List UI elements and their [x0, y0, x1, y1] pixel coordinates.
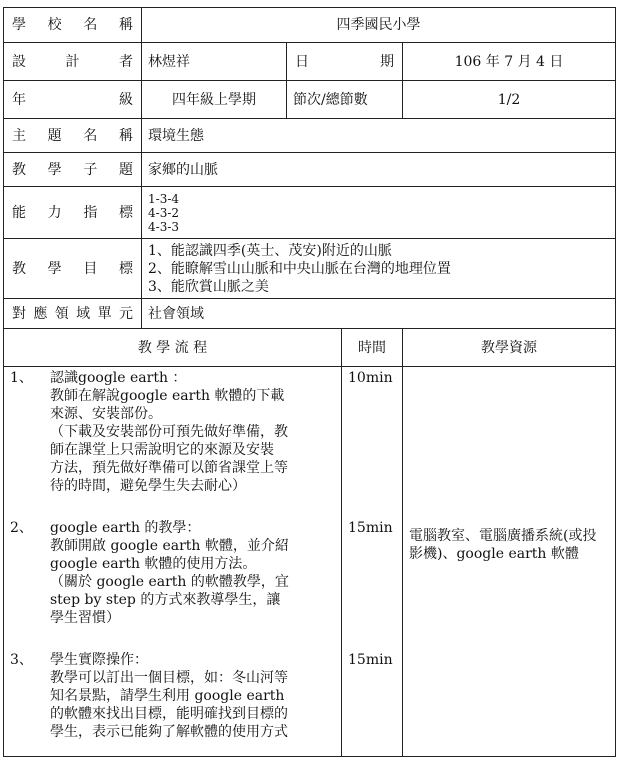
step-line: （關於 google earth 的軟體教學，宜: [50, 574, 289, 590]
step-time: 10min: [348, 370, 393, 386]
date-value: 106 年 7 月 4 日: [403, 43, 616, 81]
theme-value: 環境生態: [142, 119, 616, 153]
flow-header-process: 教 學 流 程: [4, 329, 342, 367]
theme-label: 主 題 名 稱: [4, 119, 142, 153]
step-title: 認識google earth ：: [50, 370, 187, 386]
goal-item: 1、能認識四季(英士、茂安)附近的山脈: [148, 242, 392, 259]
goal-item: 2、能瞭解雪山山脈和中央山脈在台灣的地理位置: [148, 260, 451, 277]
goal-item: 3、能欣賞山脈之美: [148, 278, 269, 295]
flow-header-resource: 教學資源: [403, 329, 616, 367]
grade-label: 年 級: [4, 81, 142, 119]
step-number: 2、: [10, 520, 33, 536]
domain-unit-value: 社會領域: [142, 299, 616, 329]
step-line: 教學可以訂出一個目標，如：冬山河等: [50, 670, 288, 686]
step-title: google earth 的教學：: [50, 520, 201, 536]
flow-step-3: [10, 651, 335, 741]
step-title: 學生實際操作：: [50, 652, 148, 668]
step-line: step by step 的方式來教導學生，讓: [50, 592, 281, 608]
step-line: 教師開啟 google earth 軟體，並介紹: [50, 538, 289, 554]
ability-item: 4-3-3: [148, 219, 180, 234]
step-line: 學生習慣）: [50, 610, 120, 626]
subtopic-value: 家鄉的山脈: [142, 153, 616, 187]
step-line: （下載及安裝部份可預先做好準備，教: [50, 424, 288, 440]
subtopic-label: 教 學 子 題: [4, 153, 142, 187]
step-number: 3、: [10, 652, 33, 668]
step-line: 的軟體來找出目標，能明確找到目標的: [50, 706, 288, 722]
school-label: 學 校 名 稱: [4, 8, 142, 43]
designer-label: 設 計 者: [4, 43, 142, 81]
grade-value: 四年級上學期: [142, 81, 287, 119]
step-number: 1、: [10, 370, 33, 386]
school-value: 四季國民小學: [142, 8, 616, 43]
date-label: 日 期: [287, 43, 403, 81]
flow-header-time: 時間: [342, 329, 403, 367]
step-line: 方法，預先做好準備可以節省課堂上等: [50, 460, 288, 476]
ability-label: 能 力 指 標: [4, 187, 142, 239]
step-line: 來源、安裝部份。: [50, 406, 162, 422]
lesson-plan-table: [3, 7, 616, 757]
step-time: 15min: [348, 520, 393, 536]
goals-label: 教 學 目 標: [4, 239, 142, 299]
flow-steps: [4, 367, 342, 757]
lesson-plan: [3, 7, 615, 757]
ability-list: [142, 187, 616, 239]
flow-times: [342, 367, 403, 757]
ability-item: 4-3-2: [148, 205, 180, 220]
flow-resource: 電腦教室、電腦廣播系統(或投影機)、google earth 軟體: [403, 367, 616, 757]
session-label: 節次/總節數: [287, 81, 403, 119]
step-time: 15min: [348, 652, 393, 668]
step-line: 師在課堂上只需說明它的來源及安裝: [50, 442, 274, 458]
domain-unit-label: 對 應 領 域 單 元: [4, 299, 142, 329]
designer-value: 林煜祥: [142, 43, 287, 81]
flow-step-2: [10, 519, 335, 627]
step-line: 教師在解說google earth 軟體的下載: [50, 388, 285, 404]
step-line: google earth 軟體的使用方法。: [50, 556, 257, 572]
step-line: 待的時間，避免學生失去耐心）: [50, 478, 246, 494]
session-value: 1/2: [403, 81, 616, 119]
step-line: 知名景點，請學生利用 google earth: [50, 688, 285, 704]
goals-list: [142, 239, 616, 299]
ability-item: 1-3-4: [148, 191, 180, 206]
flow-step-1: [10, 369, 335, 495]
step-line: 學生，表示已能夠了解軟體的使用方式: [50, 724, 288, 740]
